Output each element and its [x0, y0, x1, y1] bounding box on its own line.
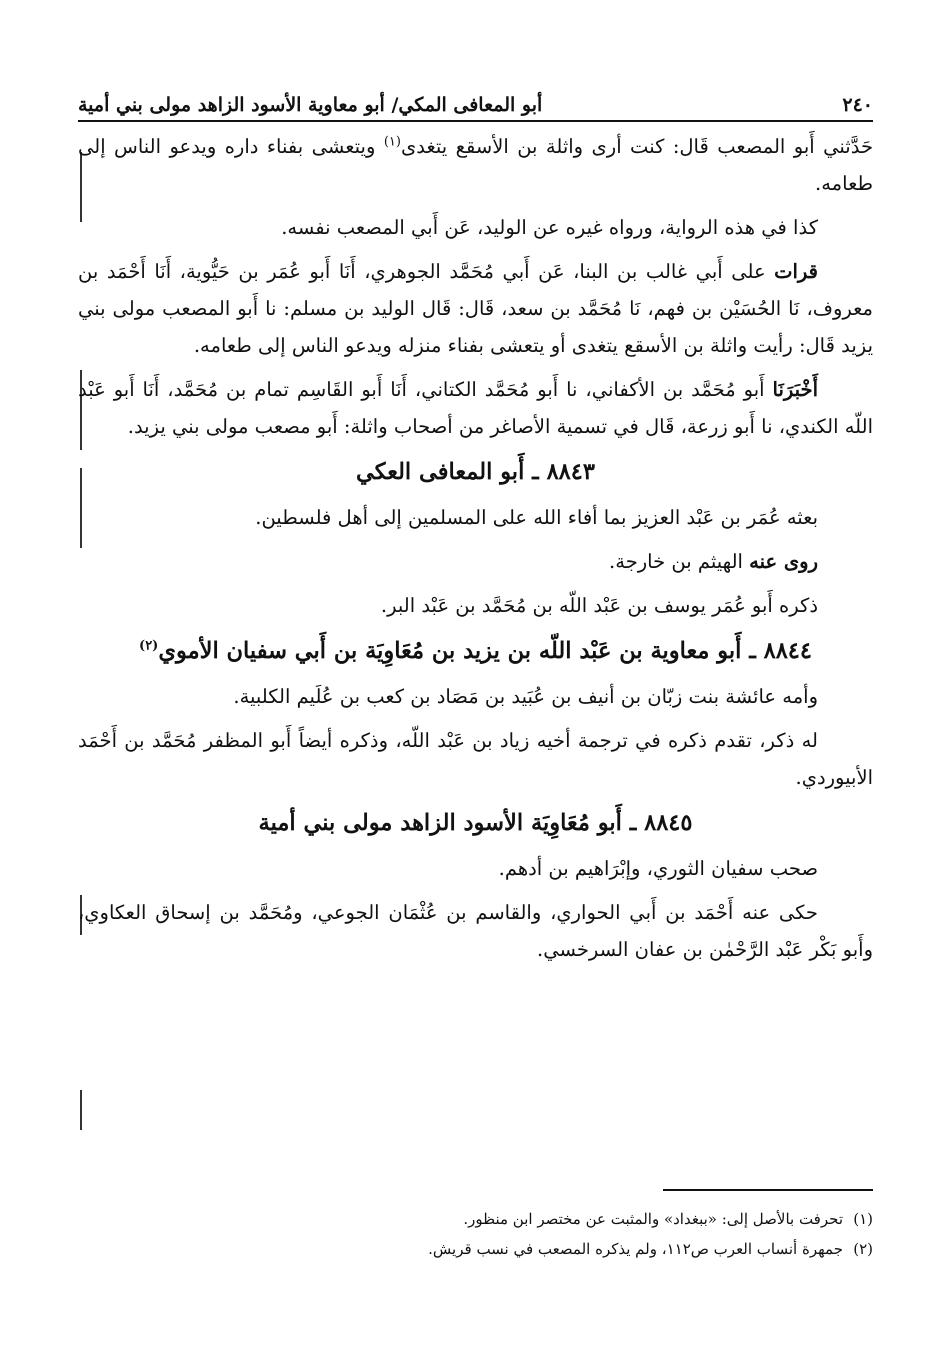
- paragraph: حكى عنه أَحْمَد بن أَبي الحواري، والقاسم بن عُثْمَان الجوعي، ومُحَمَّد بن إسحاق العكاوي، وأَبو بَكْر عَبْد الرَّحْمٰن بن عفان السرخسي.: [78, 901, 873, 961]
- running-title: أبو المعافى المكي/ أبو معاوية الأسود الزاهد مولى بني أمية: [78, 94, 543, 116]
- footnotes: [78, 1204, 873, 1264]
- footnote: (١)تحرفت بالأصل إلى: «ببغداد» والمثبت عن مختصر ابن منظور.: [463, 1210, 873, 1228]
- page-number: ٢٤٠: [842, 94, 873, 116]
- entry-title-8843: ٨٨٤٣ ـ أَبو المعافى العكي: [356, 459, 595, 485]
- entry-title-8844: ٨٨٤٤ ـ أَبو معاوية بن عَبْد اللّه بن يزيد بن مُعَاوِيَة بن أَبي سفيان الأموي$^{(٢)}$: [139, 638, 812, 664]
- paragraph: حَدَّثني أَبو المصعب قَال: كنت أرى واثلة بن الأسقع يتغدى$^{(١)}$ ويتعشى بفناء داره ويدعو الناس إلى طعامه.: [78, 134, 874, 195]
- page-header: [78, 80, 873, 116]
- footnote-rule: [663, 1189, 873, 1191]
- paragraph: كذا في هذه الرواية، ورواه غيره عن الوليد، عَن أَبي المصعب نفسه.: [281, 216, 818, 239]
- footnote: (٢)جمهرة أنساب العرب ص١١٢، ولم يذكره المصعب في نسب قريش.: [428, 1240, 873, 1258]
- entry-title-8845: ٨٨٤٥ ـ أَبو مُعَاوِيَة الأسود الزاهد مولى بني أمية: [258, 810, 693, 836]
- paragraph: بعثه عُمَر بن عَبْد العزيز بما أفاء الله على المسلمين إلى أهل فلسطين.: [255, 506, 818, 529]
- main-text: [78, 128, 873, 975]
- isnad-lead: قرات: [774, 260, 818, 283]
- footnote-ref: (١): [383, 134, 401, 150]
- isnad-lead: أَخْبَرَنَا: [772, 378, 818, 401]
- paragraph: أَخْبَرَنَا أَبو مُحَمَّد بن الأكفاني، نا أَبو مُحَمَّد الكتاني، أَنَا أَبو القَاسِم تمام بن مُحَمَّد، أَنَا أَبو عَبْد اللّه الكندي، نا أَبو زرعة، قَال في تسمية الأصاغر من أصحاب واثلة: أَبو مصعب مولى بني يزيد.: [78, 378, 873, 438]
- paragraph: صحب سفيان الثوري، وإبْرَاهيم بن أدهم.: [498, 857, 818, 880]
- paragraph: ذكره أَبو عُمَر يوسف بن عَبْد اللّه بن مُحَمَّد بن عَبْد البر.: [380, 594, 818, 617]
- paragraph: روى عنه الهيثم بن خارجة.: [609, 550, 818, 573]
- margin-line: [80, 1090, 82, 1130]
- paragraph: وأمه عائشة بنت زبّان بن أنيف بن عُبَيد بن مَصَاد بن كعب بن عُلَيم الكلبية.: [233, 685, 818, 708]
- isnad-lead: روى عنه: [749, 550, 818, 573]
- paragraph: له ذكر، تقدم ذكره في ترجمة أخيه زياد بن عَبْد اللّه، وذكره أيضاً أَبو المظفر مُحَمَّد بن أَحْمَد الأبيوردي.: [78, 729, 873, 789]
- footnote-ref: (٢): [139, 638, 159, 654]
- paragraph: قرات على أَبي غالب بن البنا، عَن أَبي مُحَمَّد الجوهري، أَنَا أَبو عُمَر بن حَيُّوية، أَنَا أَحْمَد بن معروف، نَا الحُسَيْن بن فهم، نَا مُحَمَّد بن سعد، قَال: قَال الوليد بن مسلم: نا أَبو المصعب مولى بني يزيد قَال: رأيت واثلة بن الأسقع يتغدى أو يتعشى بفناء منزله ويدعو الناس إلى طعامه.: [78, 260, 873, 357]
- header-rule: [78, 120, 873, 122]
